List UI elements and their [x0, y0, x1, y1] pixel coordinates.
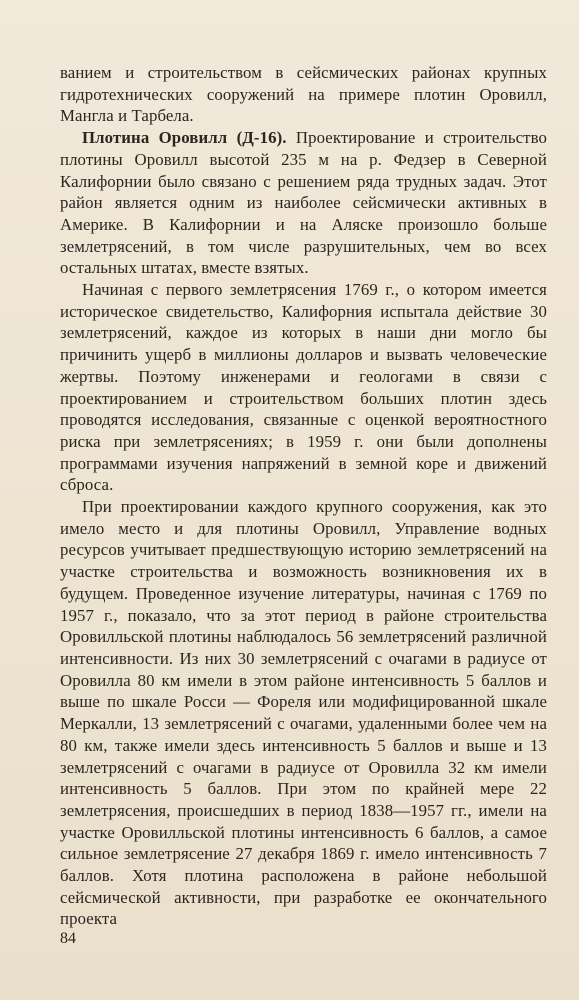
paragraph-continuation: ванием и строительством в сейсмических районах крупных гидротехнических сооружений на примере плотин Оровилл, Мангла и Тарбела. [60, 63, 547, 126]
paragraph-design-considerations: При проектировании каждого крупного сооружения, как это имело место и для плотины Оровилл, Управление водных ресурсов учитывает предшествующую историю землетрясений на участке строительства и возможность возникновения их в будущем. Проведенное изучение литературы, начиная с 1769 по 1957 г., показало, что за этот период в районе строительства Оровилльской плотины наблюдалось 56 землетрясений различной интенсивности. Из них 30 землетрясений с очагами в радиусе от Оровилла 80 км имели в этом районе интенсивность 5 баллов и выше по шкале Росси — Фореля или модифицированной шкале Меркалли, 13 землетрясений с очагами, удаленными более чем на 80 км, также имели здесь интенсивность 5 баллов и выше и 13 землетрясений с очагами в радиусе от Оровилла 32 км имели интенсивность 5 баллов. При этом по крайней мере 22 землетрясения, происшедших в период 1838—1957 гг., имели на участке Оровилльской плотины интенсивность 6 баллов, а самое сильное землетрясение 27 декабря 1869 г. имело интенсивность 7 баллов. Хотя плотина расположена в районе небольшой сейсмической активности, при разработке ее окончательного проекта [60, 497, 547, 929]
body-text [60, 62, 547, 930]
paragraph-text: Проектирование и строительство плотины Оровилл высотой 235 м на р. Федзер в Северной Калифорнии было связано с решением ряда трудных задач. Этот район является одним из наиболее сейсмически активных в Америке. В Калифорнии и на Аляске произошло больше землетрясений, в том числе разрушительных, чем во всех остальных штатах, вместе взятых. [60, 128, 547, 278]
paragraph-oroville-intro [60, 127, 547, 279]
paragraph-earthquake-history: Начиная с первого землетрясения 1769 г., о котором имеется историческое свидетельство, Калифорния испытала действие 30 землетрясений, каждое из которых в наши дни могло бы причинить ущерб в миллионы долларов и вызвать человеческие жертвы. Поэтому инженерами и геологами в связи с проектированием и строительством больших плотин здесь проводятся исследования, связанные с оценкой вероятностного риска при землетрясениях; в 1959 г. они были дополнены программами изучения напряжений в земной коре и движений сброса. [60, 280, 547, 495]
page-number: 84 [60, 930, 76, 947]
section-heading-oroville: Плотина Оровилл (Д-16). [82, 128, 287, 148]
